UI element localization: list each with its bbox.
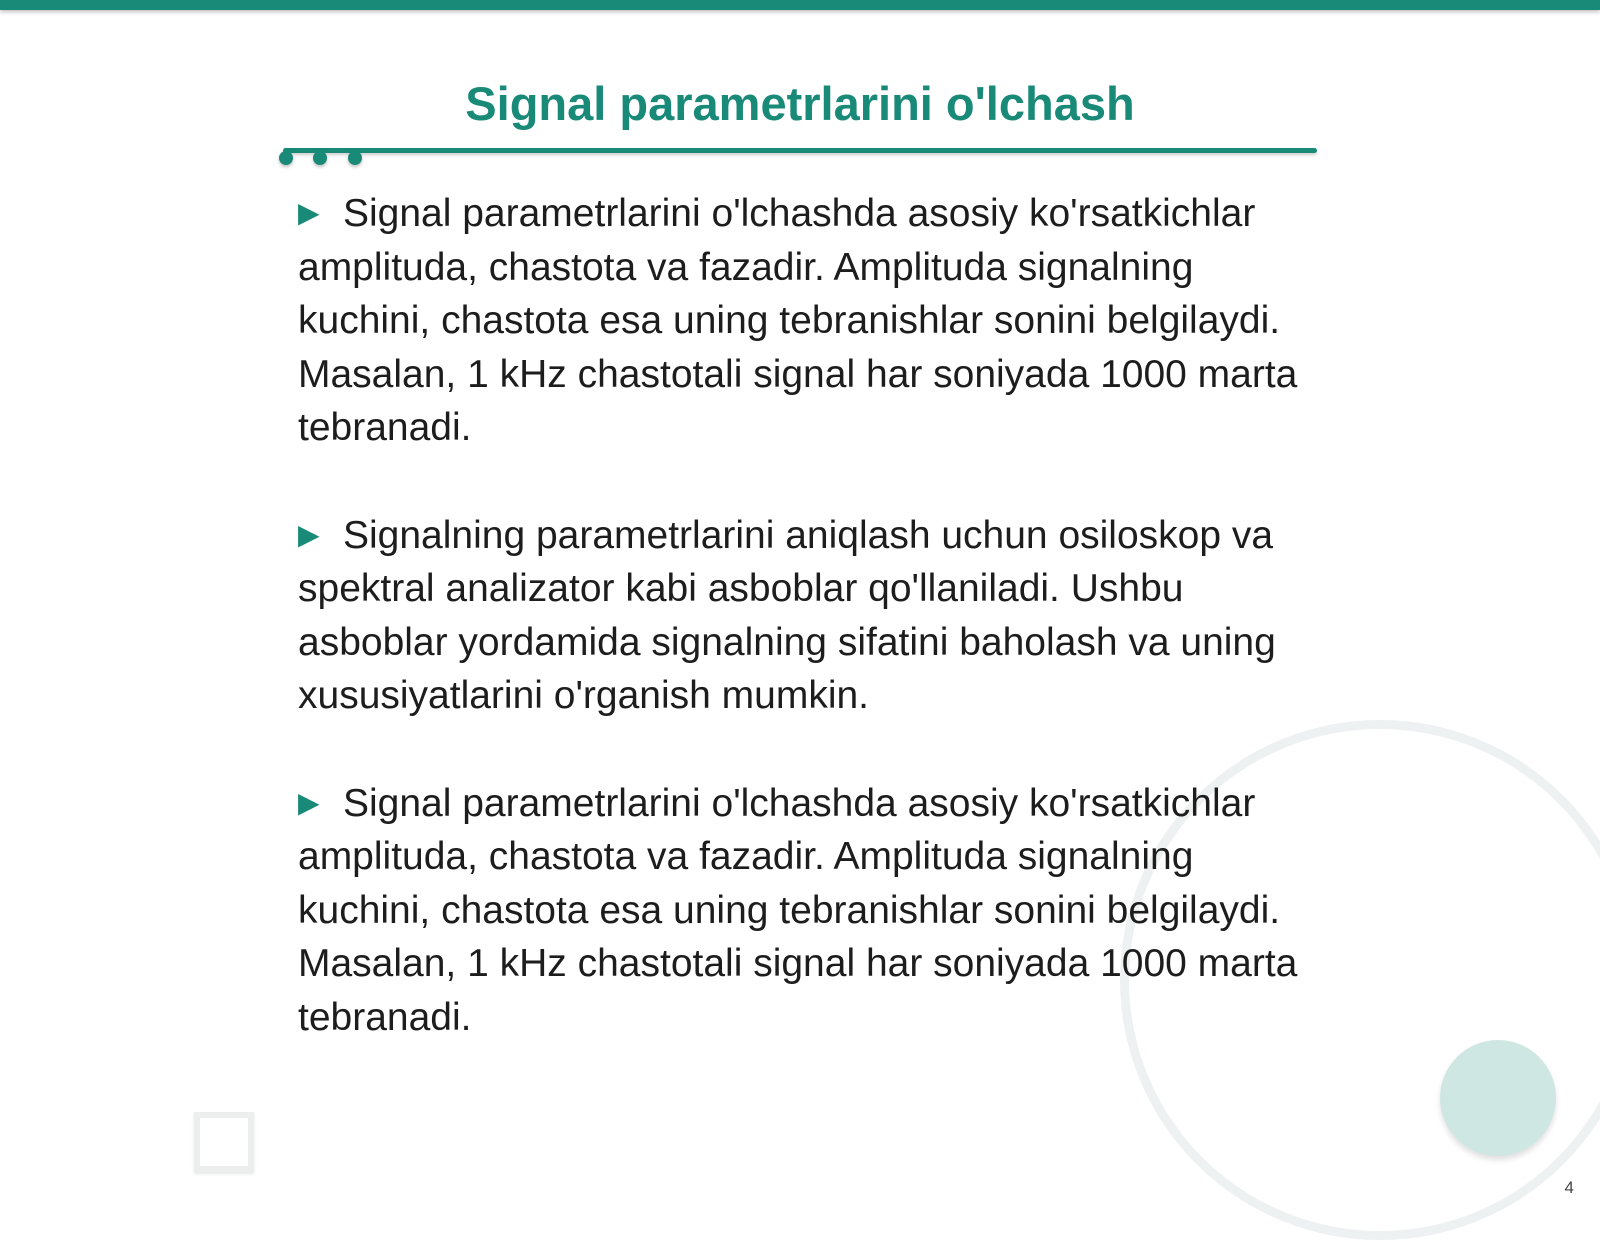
bullet-list (298, 186, 1308, 1097)
play-triangle-icon: ▶ (298, 786, 320, 818)
underline-dot (348, 151, 362, 165)
slide-title: Signal parametrlarini o'lchash (465, 77, 1135, 130)
underline-dot (279, 151, 293, 165)
page-number: 4 (1564, 1178, 1574, 1197)
underline-dot (313, 151, 327, 165)
bullet-text: Signal parametrlarini o'lchashda asosiy ko'rsatkichlar amplituda, chastota va fazadir. Amplituda signalning kuchini, chastota esa uning tebranishlar sonini belgilaydi. Masalan, 1 kHz chastotali signal har soniyada 1000 marta tebranadi. (298, 781, 1298, 1039)
top-accent-bar (0, 0, 1600, 10)
bullet-item (298, 508, 1308, 723)
bullet-text: Signalning parametrlarini aniqlash uchun osiloskop va spektral analizator kabi asboblar qo'llaniladi. Ushbu asboblar yordamida signalning sifatini baholash va uning xususiyatlarini o'rganish mumkin. (298, 513, 1276, 717)
bullet-item (298, 776, 1308, 1045)
decorative-square (194, 1112, 254, 1172)
bullet-item (298, 186, 1308, 455)
title-underline (283, 148, 1317, 153)
decorative-circle (1440, 1040, 1556, 1156)
bullet-text: Signal parametrlarini o'lchashda asosiy ko'rsatkichlar amplituda, chastota va fazadir. Amplituda signalning kuchini, chastota esa uning tebranishlar sonini belgilaydi. Masalan, 1 kHz chastotali signal har soniyada 1000 marta tebranadi. (298, 192, 1298, 449)
play-triangle-icon: ▶ (298, 518, 320, 550)
play-triangle-icon: ▶ (298, 197, 320, 228)
